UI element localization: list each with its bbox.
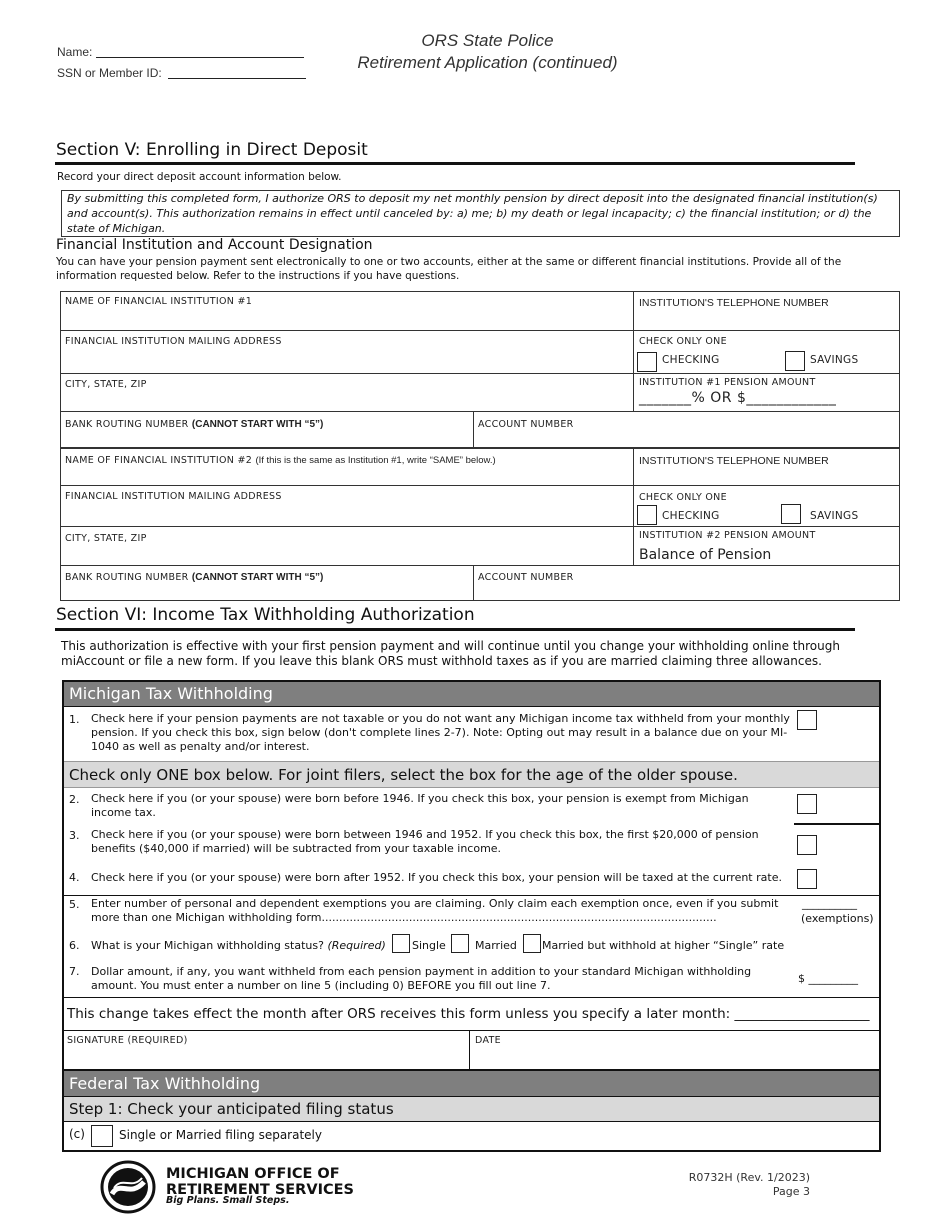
section6-title: Section VI: Income Tax Withholding Authorization [56, 605, 475, 625]
status-single-checkbox[interactable] [392, 934, 410, 953]
inst1-routing-text: BANK ROUTING NUMBER [65, 419, 189, 430]
item7-text: Dollar amount, if any, you want withheld from each pension payment in addition to your standard Michigan withholding amount. You must enter a number on line 5 (including 0) BEFORE you fill out line 7. [91, 965, 752, 992]
item2-text: Check here if you (or your spouse) were born before 1946. If you check this box, your pension is exempt from Michigan income tax. [91, 792, 749, 819]
divider [64, 997, 879, 998]
member-id-label: SSN or Member ID: [57, 66, 162, 80]
inst2-name-label-row [65, 455, 496, 466]
footer-form-info [640, 1171, 810, 1199]
inst1-account-cell[interactable] [473, 411, 900, 448]
inst2-type-cell [633, 485, 900, 527]
filing-single-checkbox[interactable] [91, 1125, 113, 1147]
inst2-routing-note: (CANNOT START WITH “5”) [191, 572, 324, 583]
inst1-address-label: FINANCIAL INSTITUTION MAILING ADDRESS [65, 336, 282, 347]
inst2-address-label: FINANCIAL INSTITUTION MAILING ADDRESS [65, 491, 282, 502]
inst1-routing-note: (CANNOT START WITH “5”) [191, 419, 324, 430]
account-designation-subhead: Financial Institution and Account Designation [56, 237, 373, 253]
inst2-check-label: CHECK ONLY ONE [639, 492, 727, 503]
date-label: DATE [475, 1035, 501, 1046]
item3-text: Check here if you (or your spouse) were born between 1946 and 1952. If you check this box, the first $20,000 of pension benefits ($40,000 if married) will be subtracted from your taxable income. [91, 828, 759, 855]
ors-logo-text [166, 1166, 354, 1198]
status-married-higher-label: Married but withhold at higher “Single” rate [542, 939, 785, 952]
item6-text [91, 939, 386, 953]
inst2-address-cell[interactable] [60, 485, 634, 527]
inst2-account-cell[interactable] [473, 565, 900, 601]
inst2-amount-value: Balance of Pension [639, 547, 772, 563]
authorization-box: By submitting this completed form, I authorize ORS to deposit my net monthly pension by direct deposit into the designated financial institution(s) and account(s). This authorization remains in effect until canceled by: a) me; b) my death or legal incapacity; c) the financial institution; or d) the state of Michigan. [61, 190, 900, 237]
page-number: Page 3 [772, 1185, 810, 1198]
inst2-phone-cell[interactable] [633, 448, 900, 486]
logo-tagline: Big Plans. Small Steps. [166, 1195, 290, 1206]
form-title [330, 30, 645, 74]
name-label: Name: [57, 45, 93, 59]
inst2-checking-label: CHECKING [662, 510, 720, 522]
status-married-checkbox[interactable] [451, 934, 469, 953]
name-field[interactable] [96, 44, 304, 58]
inst2-savings-checkbox[interactable] [781, 504, 801, 524]
inst1-checking-label: CHECKING [662, 354, 720, 366]
item1-checkbox[interactable] [797, 710, 817, 730]
ors-logo-icon [100, 1160, 156, 1214]
item3-checkbox[interactable] [797, 835, 817, 855]
item3-number: 3. [69, 829, 80, 842]
inst2-city-label: CITY, STATE, ZIP [65, 533, 147, 544]
status-married-higher-checkbox[interactable] [523, 934, 541, 953]
item7-number: 7. [69, 965, 80, 978]
change-effective-note[interactable]: This change takes effect the month after ORS receives this form unless you specify a later month: ____________________ [67, 1006, 870, 1022]
filing-option-c-letter: (c) [69, 1127, 85, 1141]
inst2-amount-cell [633, 526, 900, 566]
item1-text: Check here if your pension payments are not taxable or you do not want any Michigan income tax withheld from your monthly pension. If you check this box, sign below (don't complete lines 2-7). Note: Opting out may result in a balance due on your MI-1040 as well as penalty and/or interest. [91, 712, 790, 753]
item2-number: 2. [69, 793, 80, 806]
inst1-name-label: NAME OF FINANCIAL INSTITUTION #1 [65, 296, 253, 307]
inst2-name-note: (If this is the same as Institution #1, write “SAME” below.) [255, 455, 496, 466]
inst2-checking-checkbox[interactable] [637, 505, 657, 525]
inst2-name-cell[interactable] [60, 448, 634, 486]
status-married-label: Married [475, 939, 517, 952]
inst1-city-label: CITY, STATE, ZIP [65, 379, 147, 390]
date-field[interactable] [473, 1048, 875, 1068]
logo-line1: MICHIGAN OFFICE OF [166, 1166, 340, 1182]
signature-label: SIGNATURE (REQUIRED) [67, 1035, 188, 1046]
inst1-savings-label: SAVINGS [810, 354, 859, 366]
status-single-label: Single [412, 939, 446, 952]
inst2-routing-text: BANK ROUTING NUMBER [65, 572, 189, 583]
divider [64, 1030, 879, 1031]
section6-intro: This authorization is effective with your first pension payment and will continue until you change your withholding online through miAccount or file a new form. If you leave this blank ORS must withhold taxes as if you are married claiming three allowances. [61, 639, 840, 668]
inst2-account-label: ACCOUNT NUMBER [478, 572, 574, 583]
form-code: R0732H (Rev. 1/2023) [688, 1171, 810, 1184]
inst1-checking-checkbox[interactable] [637, 352, 657, 372]
item5-unit: (exemptions) [801, 912, 874, 925]
inst1-amount-cell[interactable] [633, 373, 900, 412]
federal-heading: Federal Tax Withholding [64, 1071, 879, 1096]
inst1-routing-label [65, 419, 323, 430]
inst2-city-cell[interactable] [60, 526, 634, 566]
section5-intro: Record your direct deposit account information below. [57, 171, 342, 183]
michigan-heading: Michigan Tax Withholding [64, 682, 879, 706]
inst1-routing-cell[interactable] [60, 411, 474, 448]
inst1-amount-label: INSTITUTION #1 PENSION AMOUNT [639, 377, 816, 388]
item5-number: 5. [69, 898, 80, 911]
federal-step1: Step 1: Check your anticipated filing status [64, 1096, 879, 1122]
item6-required: (Required) [327, 939, 386, 952]
item4-number: 4. [69, 871, 80, 884]
divider [469, 1030, 470, 1070]
divider [64, 706, 879, 707]
inst2-savings-label: SAVINGS [810, 510, 859, 522]
inst1-phone-label: INSTITUTION'S TELEPHONE NUMBER [639, 297, 829, 309]
inst1-phone-cell[interactable] [633, 291, 900, 331]
inst1-savings-checkbox[interactable] [785, 351, 805, 371]
check-one-band: Check only ONE box below. For joint filers, select the box for the age of the older spouse. [64, 761, 879, 788]
item5-text: Enter number of personal and dependent exemptions you are claiming. Only claim each exemption once, even if you submit more than one Michigan withholding form................................................................................................................. [91, 897, 779, 924]
inst2-routing-label [65, 572, 323, 583]
item7-amount-field[interactable]: $ _________ [798, 972, 858, 985]
inst1-amount-value: _______% OR $____________ [639, 390, 837, 406]
form-title-line1: ORS State Police [421, 31, 554, 50]
inst1-type-cell [633, 330, 900, 374]
inst1-name-cell[interactable] [60, 291, 634, 331]
inst2-phone-label: INSTITUTION'S TELEPHONE NUMBER [639, 455, 829, 467]
inst2-name-label: NAME OF FINANCIAL INSTITUTION #2 [65, 455, 253, 466]
inst2-routing-cell[interactable] [60, 565, 474, 601]
inst1-account-label: ACCOUNT NUMBER [478, 419, 574, 430]
inst1-city-cell[interactable] [60, 373, 634, 412]
item1-number: 1. [69, 713, 80, 726]
account-designation-desc: You can have your pension payment sent electronically to one or two accounts, either at the same or different financial institutions. Provide all of the information requested below. Refer to the instructions if you have questions. [56, 256, 842, 282]
item6-question: What is your Michigan withholding status? [91, 939, 324, 952]
inst1-check-label: CHECK ONLY ONE [639, 336, 727, 347]
logo-line2: RETIREMENT SERVICES [166, 1182, 354, 1198]
signature-field[interactable] [66, 1048, 466, 1068]
section5-rule [55, 162, 855, 165]
section5-title: Section V: Enrolling in Direct Deposit [56, 140, 368, 160]
member-id-field[interactable] [168, 65, 306, 79]
item4-checkbox[interactable] [797, 869, 817, 889]
item5-exemptions-field[interactable]: __________ [802, 897, 857, 910]
inst2-amount-label: INSTITUTION #2 PENSION AMOUNT [639, 530, 816, 541]
item2-checkbox[interactable] [797, 794, 817, 814]
filing-single-label: Single or Married filing separately [119, 1128, 322, 1142]
item6-number: 6. [69, 939, 80, 952]
section6-rule [55, 628, 855, 631]
inst1-address-cell[interactable] [60, 330, 634, 374]
divider [64, 895, 879, 896]
divider [794, 823, 879, 825]
form-title-line2: Retirement Application (continued) [357, 53, 618, 72]
item4-text: Check here if you (or your spouse) were born after 1952. If you check this box, your pension will be taxed at the current rate. [91, 871, 782, 884]
